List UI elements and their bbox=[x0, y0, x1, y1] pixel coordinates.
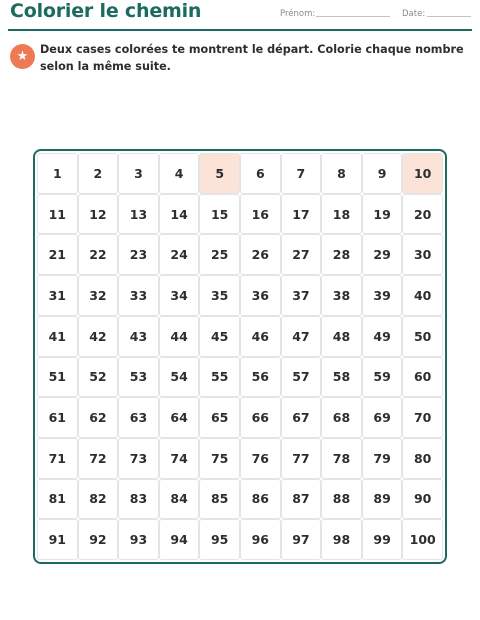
grid-cell[interactable]: 28 bbox=[322, 235, 361, 274]
page-title: Colorier le chemin bbox=[10, 0, 202, 22]
grid-cell[interactable]: 40 bbox=[403, 276, 442, 315]
grid-cell[interactable]: 33 bbox=[119, 276, 158, 315]
grid-cell[interactable]: 82 bbox=[79, 480, 118, 519]
grid-cell[interactable]: 9 bbox=[363, 154, 402, 193]
instruction-text: Deux cases colorées te montrent le départ. Colorie chaque nombre selon la même suite. bbox=[40, 43, 464, 73]
grid-cell[interactable]: 34 bbox=[160, 276, 199, 315]
grid-cell[interactable]: 96 bbox=[241, 520, 280, 559]
grid-cell[interactable]: 100 bbox=[403, 520, 442, 559]
grid-cell[interactable]: 76 bbox=[241, 439, 280, 478]
grid-cell[interactable]: 53 bbox=[119, 358, 158, 397]
grid-cell[interactable]: 54 bbox=[160, 358, 199, 397]
grid-cell[interactable]: 61 bbox=[38, 398, 77, 437]
name-field-line[interactable] bbox=[316, 16, 390, 17]
grid-cell[interactable]: 95 bbox=[200, 520, 239, 559]
grid-cell[interactable]: 27 bbox=[282, 235, 321, 274]
grid-cell[interactable]: 83 bbox=[119, 480, 158, 519]
date-label: Date: bbox=[402, 9, 426, 19]
grid-cell[interactable]: 29 bbox=[363, 235, 402, 274]
grid-cell[interactable]: 93 bbox=[119, 520, 158, 559]
grid-cell[interactable]: 47 bbox=[282, 317, 321, 356]
grid-cell[interactable]: 25 bbox=[200, 235, 239, 274]
grid-cell[interactable]: 4 bbox=[160, 154, 199, 193]
grid-cell[interactable]: 6 bbox=[241, 154, 280, 193]
grid-cell[interactable]: 74 bbox=[160, 439, 199, 478]
grid-cell[interactable]: 42 bbox=[79, 317, 118, 356]
star-icon: ★ bbox=[10, 44, 35, 69]
grid-cell[interactable]: 68 bbox=[322, 398, 361, 437]
grid-cell[interactable]: 60 bbox=[403, 358, 442, 397]
grid-cell[interactable]: 55 bbox=[200, 358, 239, 397]
grid-cell[interactable]: 16 bbox=[241, 195, 280, 234]
grid-cell[interactable]: 38 bbox=[322, 276, 361, 315]
grid-cell[interactable]: 58 bbox=[322, 358, 361, 397]
grid-cell[interactable]: 14 bbox=[160, 195, 199, 234]
grid-cell[interactable]: 49 bbox=[363, 317, 402, 356]
grid-cell[interactable]: 41 bbox=[38, 317, 77, 356]
grid-cell-colored[interactable]: 10 bbox=[403, 154, 442, 193]
grid-cell[interactable]: 17 bbox=[282, 195, 321, 234]
grid-cell[interactable]: 62 bbox=[79, 398, 118, 437]
grid-cell[interactable]: 39 bbox=[363, 276, 402, 315]
grid-cell[interactable]: 2 bbox=[79, 154, 118, 193]
grid-cell[interactable]: 75 bbox=[200, 439, 239, 478]
grid-cell[interactable]: 46 bbox=[241, 317, 280, 356]
grid-cell-colored[interactable]: 5 bbox=[200, 154, 239, 193]
grid-cell[interactable]: 1 bbox=[38, 154, 77, 193]
grid-cell[interactable]: 21 bbox=[38, 235, 77, 274]
grid-cell[interactable]: 31 bbox=[38, 276, 77, 315]
grid-cell[interactable]: 79 bbox=[363, 439, 402, 478]
grid-cell[interactable]: 35 bbox=[200, 276, 239, 315]
grid-cell[interactable]: 72 bbox=[79, 439, 118, 478]
grid-cell[interactable]: 32 bbox=[79, 276, 118, 315]
grid-cell[interactable]: 64 bbox=[160, 398, 199, 437]
grid-cell[interactable]: 69 bbox=[363, 398, 402, 437]
worksheet-header bbox=[0, 0, 480, 32]
grid-cell[interactable]: 80 bbox=[403, 439, 442, 478]
grid-cell[interactable]: 19 bbox=[363, 195, 402, 234]
grid-cell[interactable]: 36 bbox=[241, 276, 280, 315]
grid-cell[interactable]: 63 bbox=[119, 398, 158, 437]
grid-cell[interactable]: 81 bbox=[38, 480, 77, 519]
grid-cell[interactable]: 20 bbox=[403, 195, 442, 234]
grid-cell[interactable]: 26 bbox=[241, 235, 280, 274]
grid-cell[interactable]: 98 bbox=[322, 520, 361, 559]
grid-cell[interactable]: 73 bbox=[119, 439, 158, 478]
grid-cell[interactable]: 37 bbox=[282, 276, 321, 315]
grid-cell[interactable]: 99 bbox=[363, 520, 402, 559]
grid-cell[interactable]: 22 bbox=[79, 235, 118, 274]
number-grid bbox=[38, 154, 442, 559]
grid-cell[interactable]: 50 bbox=[403, 317, 442, 356]
grid-cell[interactable]: 30 bbox=[403, 235, 442, 274]
grid-cell[interactable]: 94 bbox=[160, 520, 199, 559]
grid-cell[interactable]: 90 bbox=[403, 480, 442, 519]
grid-cell[interactable]: 8 bbox=[322, 154, 361, 193]
grid-cell[interactable]: 78 bbox=[322, 439, 361, 478]
grid-cell[interactable]: 97 bbox=[282, 520, 321, 559]
grid-cell[interactable]: 66 bbox=[241, 398, 280, 437]
grid-cell[interactable]: 71 bbox=[38, 439, 77, 478]
grid-cell[interactable]: 13 bbox=[119, 195, 158, 234]
grid-cell[interactable]: 51 bbox=[38, 358, 77, 397]
grid-cell[interactable]: 65 bbox=[200, 398, 239, 437]
grid-cell[interactable]: 87 bbox=[282, 480, 321, 519]
grid-cell[interactable]: 91 bbox=[38, 520, 77, 559]
grid-cell[interactable]: 57 bbox=[282, 358, 321, 397]
grid-cell[interactable]: 84 bbox=[160, 480, 199, 519]
grid-cell[interactable]: 77 bbox=[282, 439, 321, 478]
grid-cell[interactable]: 88 bbox=[322, 480, 361, 519]
grid-cell[interactable]: 52 bbox=[79, 358, 118, 397]
grid-cell[interactable]: 3 bbox=[119, 154, 158, 193]
instructions bbox=[10, 41, 470, 81]
grid-cell[interactable]: 18 bbox=[322, 195, 361, 234]
grid-cell[interactable]: 85 bbox=[200, 480, 239, 519]
grid-cell[interactable]: 92 bbox=[79, 520, 118, 559]
grid-cell[interactable]: 43 bbox=[119, 317, 158, 356]
grid-cell[interactable]: 12 bbox=[79, 195, 118, 234]
grid-cell[interactable]: 24 bbox=[160, 235, 199, 274]
grid-cell[interactable]: 23 bbox=[119, 235, 158, 274]
grid-cell[interactable]: 70 bbox=[403, 398, 442, 437]
name-label: Prénom: bbox=[280, 9, 316, 19]
grid-cell[interactable]: 44 bbox=[160, 317, 199, 356]
grid-cell[interactable]: 11 bbox=[38, 195, 77, 234]
date-field-line[interactable] bbox=[427, 16, 471, 17]
grid-cell[interactable]: 56 bbox=[241, 358, 280, 397]
grid-cell[interactable]: 7 bbox=[282, 154, 321, 193]
grid-cell[interactable]: 15 bbox=[200, 195, 239, 234]
grid-cell[interactable]: 67 bbox=[282, 398, 321, 437]
grid-cell[interactable]: 89 bbox=[363, 480, 402, 519]
grid-cell[interactable]: 45 bbox=[200, 317, 239, 356]
grid-cell[interactable]: 59 bbox=[363, 358, 402, 397]
grid-cell[interactable]: 48 bbox=[322, 317, 361, 356]
grid-cell[interactable]: 86 bbox=[241, 480, 280, 519]
hundred-chart bbox=[33, 149, 447, 564]
header-rule bbox=[8, 29, 472, 31]
